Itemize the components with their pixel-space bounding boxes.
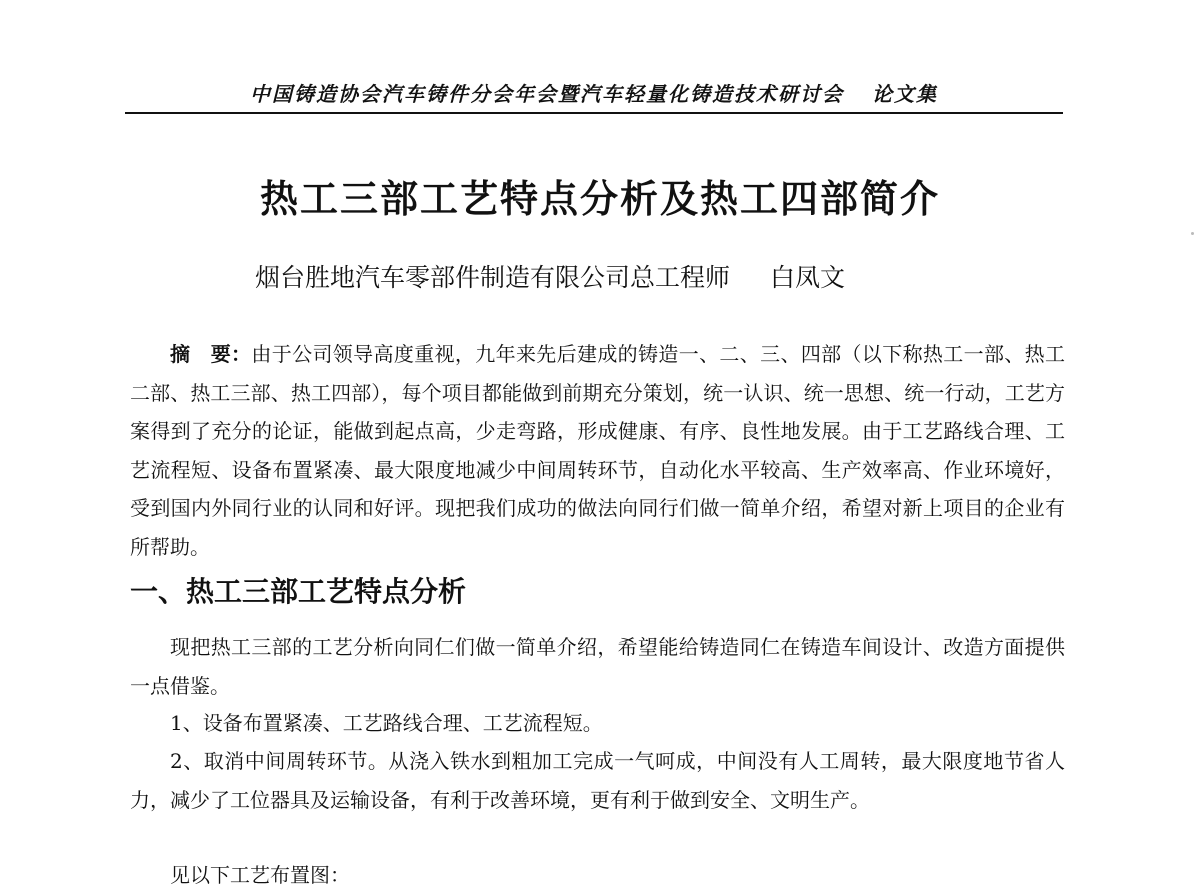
section-heading: 一、热工三部工艺特点分析 xyxy=(130,575,467,608)
byline xyxy=(255,258,955,294)
running-header xyxy=(125,78,1063,107)
paper-title: 热工三部工艺特点分析及热工四部简介 xyxy=(259,177,940,221)
section-paragraph-figure-ref: 见以下工艺布置图： xyxy=(170,863,350,887)
running-header-title: 中国铸造协会汽车铸件分会年会暨汽车轻量化铸造技术研讨会 xyxy=(250,82,844,106)
section-paragraph-item-2: 2、取消中间周转环节。从浇入铁水到粗加工完成一气呵成，中间没有人工周转，最大限度地节省人力，减少了工位器具及运输设备，有利于改善环境，更有利于做到安全、文明生产。 xyxy=(130,749,1065,812)
abstract-text: 由于公司领导高度重视，九年来先后建成的铸造一、二、三、四部（以下称热工一部、热工二部、热工三部、热工四部），每个项目都能做到前期充分策划，统一认识、统一思想、统一行动，工艺方案得到了充分的论证，能做到起点高，少走弯路，形成健康、有序、良性地发展。由于工艺路线合理、工艺流程短、设备布置紧凑、最大限度地减少中间周转环节，自动化水平较高、生产效率高、作业环境好，受到国内外同行业的认同和好评。现把我们成功的做法向同行们做一简单介绍，希望对新上项目的企业有所帮助。 xyxy=(130,342,1066,559)
running-header-collection: 论文集 xyxy=(872,82,938,106)
scan-speck xyxy=(1191,232,1194,235)
section-paragraph-item-1: 1、设备布置紧凑、工艺路线合理、工艺流程短。 xyxy=(170,711,603,735)
section-paragraph-intro: 现把热工三部的工艺分析向同仁们做一简单介绍，希望能给铸造同仁在铸造车间设计、改造方面提供一点借鉴。 xyxy=(130,635,1065,698)
abstract xyxy=(130,335,1065,566)
header-rule xyxy=(125,112,1063,114)
author-name: 白凤文 xyxy=(770,263,846,292)
abstract-label: 摘 要： xyxy=(170,342,252,366)
author-affiliation: 烟台胜地汽车零部件制造有限公司总工程师 xyxy=(255,263,731,292)
